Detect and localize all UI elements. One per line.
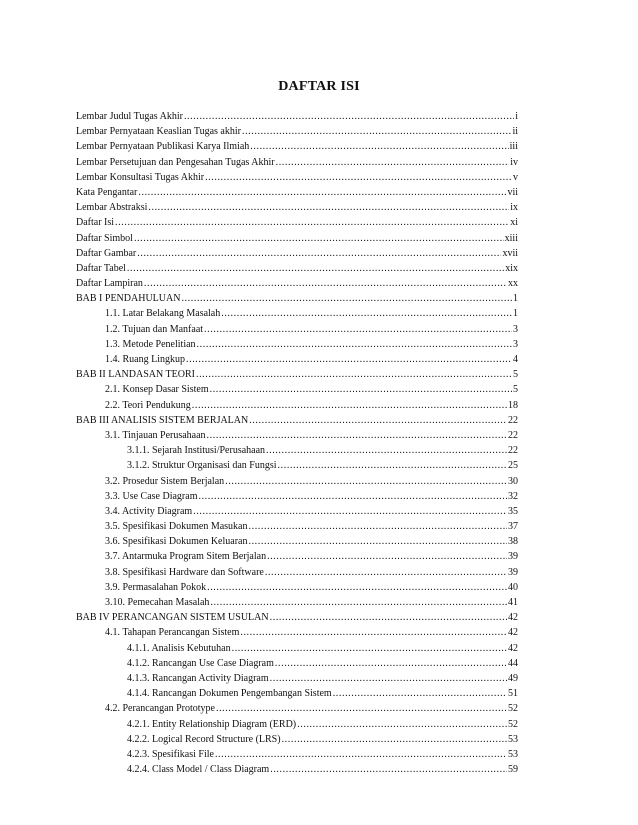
dot-leader [225, 474, 507, 489]
toc-entry [76, 337, 518, 352]
toc-entry-label: 3.5. Spesifikasi Dokumen Masukan [105, 521, 248, 533]
toc-entry-label: 4.1. Tahapan Perancangan Sistem [105, 627, 240, 639]
toc-entry-page: v [513, 171, 518, 183]
dot-leader [196, 367, 512, 382]
dot-leader [276, 155, 510, 170]
dot-leader [240, 625, 507, 640]
dot-leader [198, 489, 507, 504]
dot-leader [216, 701, 507, 716]
toc-entry-page: 59 [508, 764, 518, 776]
toc-entry [76, 185, 518, 200]
dot-leader [137, 246, 501, 261]
toc-entry-page: 5 [513, 369, 518, 381]
toc-entry [76, 701, 518, 716]
toc-entry [76, 732, 518, 747]
dot-leader [297, 717, 507, 732]
toc-entry-page: 52 [508, 703, 518, 715]
toc-entry [76, 246, 518, 261]
toc-entry [76, 413, 518, 428]
toc-entry-page: 22 [508, 414, 518, 426]
toc-entry-page: xiii [504, 232, 518, 244]
dot-leader [221, 306, 512, 321]
dot-leader [144, 276, 507, 291]
toc-entry-label: BAB IV PERANCANGAN SISTEM USULAN [76, 612, 269, 624]
toc-entry-label: 3.7. Antarmuka Program Sitem Berjalan [105, 551, 267, 563]
toc-entry [76, 580, 518, 595]
toc-entry-label: 1.2. Tujuan dan Manfaat [105, 323, 204, 335]
dot-leader [249, 413, 507, 428]
toc-entry-page: 41 [508, 597, 518, 608]
dot-leader [127, 261, 504, 276]
toc-entry-label: Kata Pengantar [76, 186, 138, 198]
toc-entry [76, 276, 518, 291]
toc-entry-label: BAB II LANDASAN TEORI [76, 369, 195, 381]
toc-entry-page: 38 [508, 536, 518, 548]
dot-leader [138, 185, 506, 200]
dot-leader [115, 215, 509, 230]
toc-entry-page: 39 [508, 566, 518, 578]
page-title: DAFTAR ISI [278, 79, 360, 94]
toc-entry-page: 1 [513, 308, 518, 320]
dot-leader [270, 610, 507, 625]
toc-entry-page: 49 [508, 672, 518, 684]
toc-entry-page: 53 [508, 733, 518, 745]
dot-leader [193, 504, 507, 519]
toc-entry-label: Lembar Persetujuan dan Pengesahan Tugas Akhir [76, 156, 275, 168]
toc-entry-label: 4.2.4. Class Model / Class Diagram [127, 764, 270, 776]
table-of-contents [76, 109, 518, 777]
toc-entry [76, 458, 518, 473]
toc-entry-label: 4.2.3. Spesifikasi File [127, 748, 214, 760]
toc-entry [76, 534, 518, 549]
dot-leader [267, 549, 507, 564]
toc-entry-page: 3 [513, 323, 518, 335]
toc-entry-page: iii [509, 141, 518, 153]
dot-leader [270, 671, 507, 686]
toc-entry-page: 1 [513, 293, 518, 305]
toc-entry-page: 52 [508, 718, 518, 730]
toc-entry [76, 656, 518, 671]
toc-entry-page: 32 [508, 490, 518, 502]
dot-leader [248, 534, 507, 549]
toc-entry-page: 42 [508, 627, 518, 639]
toc-entry-label: Lembar Konsultasi Tugas Akhir [76, 171, 205, 183]
toc-entry [76, 367, 518, 382]
toc-entry [76, 231, 518, 246]
toc-entry [76, 124, 518, 139]
dot-leader [275, 656, 507, 671]
toc-entry-page: xvii [502, 247, 518, 259]
dot-leader [186, 352, 512, 367]
toc-entry-page: xx [508, 278, 518, 290]
dot-leader [250, 139, 508, 154]
toc-entry-page: 22 [508, 445, 518, 457]
dot-leader [210, 595, 507, 610]
toc-entry-page: 35 [508, 505, 518, 517]
dot-leader [134, 231, 504, 246]
toc-entry-page: 40 [508, 581, 518, 593]
dot-leader [242, 124, 511, 139]
toc-entry-label: 1.4. Ruang Lingkup [105, 354, 185, 365]
toc-entry-page: 42 [508, 612, 518, 624]
toc-entry-page: 25 [508, 460, 518, 472]
toc-entry [76, 489, 518, 504]
toc-entry-page: vii [507, 186, 518, 198]
dot-leader [184, 109, 514, 124]
toc-entry-label: Daftar Isi [76, 217, 115, 229]
toc-entry-page: ii [512, 126, 518, 138]
toc-entry [76, 686, 518, 701]
toc-entry [76, 306, 518, 321]
toc-entry-label: Lembar Judul Tugas Akhir [76, 111, 183, 122]
toc-entry-label: 4.1.1. Analisis Kebutuhan [127, 642, 231, 654]
toc-entry [76, 382, 518, 397]
toc-entry [76, 109, 518, 124]
toc-entry-label: 3.4. Activity Diagram [105, 505, 193, 517]
toc-entry [76, 519, 518, 534]
toc-entry-label: BAB I PENDAHULUAN [76, 293, 181, 305]
dot-leader [333, 686, 507, 701]
toc-entry-page: 44 [508, 657, 518, 669]
toc-entry-label: 1.1. Latar Belakang Masalah [105, 308, 221, 320]
dot-leader [215, 747, 507, 762]
toc-entry-page: 5 [513, 384, 518, 396]
toc-entry-label: 3.1.2. Struktur Organisasi dan Fungsi [127, 460, 277, 472]
dot-leader [210, 382, 512, 397]
toc-entry-label: 1.3. Metode Penelitian [105, 338, 196, 350]
toc-entry-page: 53 [508, 748, 518, 760]
toc-entry-page: 4 [513, 354, 518, 365]
dot-leader [265, 565, 507, 580]
toc-entry-label: 4.1.2. Rancangan Use Case Diagram [127, 657, 274, 669]
dot-leader [270, 762, 507, 777]
toc-entry [76, 504, 518, 519]
toc-entry-page: 42 [508, 642, 518, 654]
toc-entry-page: xi [510, 217, 518, 229]
toc-entry [76, 595, 518, 610]
dot-leader [249, 519, 508, 534]
toc-entry [76, 747, 518, 762]
toc-entry [76, 155, 518, 170]
dot-leader [282, 732, 507, 747]
toc-entry [76, 610, 518, 625]
toc-entry-label: 3.8. Spesifikasi Hardware dan Software [105, 566, 264, 578]
toc-entry-label: 3.10. Pemecahan Masalah [105, 597, 210, 608]
dot-leader [278, 458, 507, 473]
toc-entry [76, 549, 518, 564]
dot-leader [232, 641, 507, 656]
toc-entry-page: 18 [508, 399, 518, 411]
toc-entry-label: 4.1.3. Rancangan Activity Diagram [127, 672, 269, 684]
toc-entry [76, 352, 518, 367]
toc-entry [76, 443, 518, 458]
toc-entry-label: 3.1. Tinjauan Perusahaan [105, 429, 206, 441]
toc-entry-page: 37 [508, 521, 518, 533]
toc-entry-label: 4.1.4. Rancangan Dokumen Pengembangan Sistem [127, 688, 332, 700]
toc-entry-label: Lembar Pernyataan Publikasi Karya Ilmiah [76, 141, 250, 153]
toc-entry-label: 3.2. Prosedur Sistem Berjalan [105, 475, 225, 487]
toc-entry-page: xix [505, 262, 518, 274]
toc-entry-label: 3.1.1. Sejarah Institusi/Perusahaan [127, 445, 266, 457]
dot-leader [204, 322, 512, 337]
toc-entry-label: Daftar Gambar [76, 247, 137, 259]
dot-leader [207, 428, 507, 443]
toc-entry [76, 671, 518, 686]
toc-entry-label: Lembar Abstraksi [76, 202, 148, 214]
dot-leader [207, 580, 507, 595]
toc-entry [76, 762, 518, 777]
toc-entry [76, 428, 518, 443]
toc-entry-label: 2.1. Konsep Dasar Sistem [105, 384, 209, 396]
toc-entry-page: ix [510, 202, 518, 214]
toc-entry-label: Daftar Simbol [76, 232, 133, 244]
toc-entry-page: 22 [508, 429, 518, 441]
toc-entry-label: 4.2.2. Logical Record Structure (LRS) [127, 733, 281, 745]
dot-leader [148, 200, 509, 215]
toc-entry-label: 3.9. Permasalahan Pokok [105, 581, 207, 593]
toc-entry [76, 322, 518, 337]
dot-leader [192, 398, 507, 413]
toc-entry [76, 565, 518, 580]
toc-entry [76, 625, 518, 640]
toc-entry-page: 51 [508, 688, 518, 700]
toc-entry-label: Daftar Tabel [76, 262, 126, 274]
toc-entry-label: 3.3. Use Case Diagram [105, 490, 198, 502]
toc-entry [76, 170, 518, 185]
toc-entry [76, 717, 518, 732]
toc-entry [76, 291, 518, 306]
dot-leader [181, 291, 512, 306]
toc-entry-label: 3.6. Spesifikasi Dokumen Keluaran [105, 536, 248, 548]
toc-entry [76, 398, 518, 413]
toc-entry-page: 30 [508, 475, 518, 487]
toc-entry-label: Daftar Lampiran [76, 278, 143, 290]
dot-leader [197, 337, 512, 352]
toc-entry-label: 4.2. Perancangan Prototype [105, 703, 215, 715]
toc-entry [76, 139, 518, 154]
toc-entry-label: 4.2.1. Entity Relationship Diagram (ERD) [127, 718, 297, 730]
toc-entry [76, 215, 518, 230]
toc-entry [76, 261, 518, 276]
toc-entry-label: 2.2. Teori Pendukung [105, 399, 191, 411]
dot-leader [205, 170, 512, 185]
toc-entry-label: BAB III ANALISIS SISTEM BERJALAN [76, 414, 249, 426]
toc-entry-page: 3 [513, 338, 518, 350]
toc-entry [76, 474, 518, 489]
toc-entry-page: i [515, 111, 518, 122]
toc-entry [76, 641, 518, 656]
toc-entry-label: Lembar Pernyataan Keaslian Tugas akhir [76, 126, 241, 138]
toc-entry [76, 200, 518, 215]
dot-leader [266, 443, 507, 458]
toc-entry-page: 39 [508, 551, 518, 563]
toc-entry-page: iv [510, 156, 518, 168]
